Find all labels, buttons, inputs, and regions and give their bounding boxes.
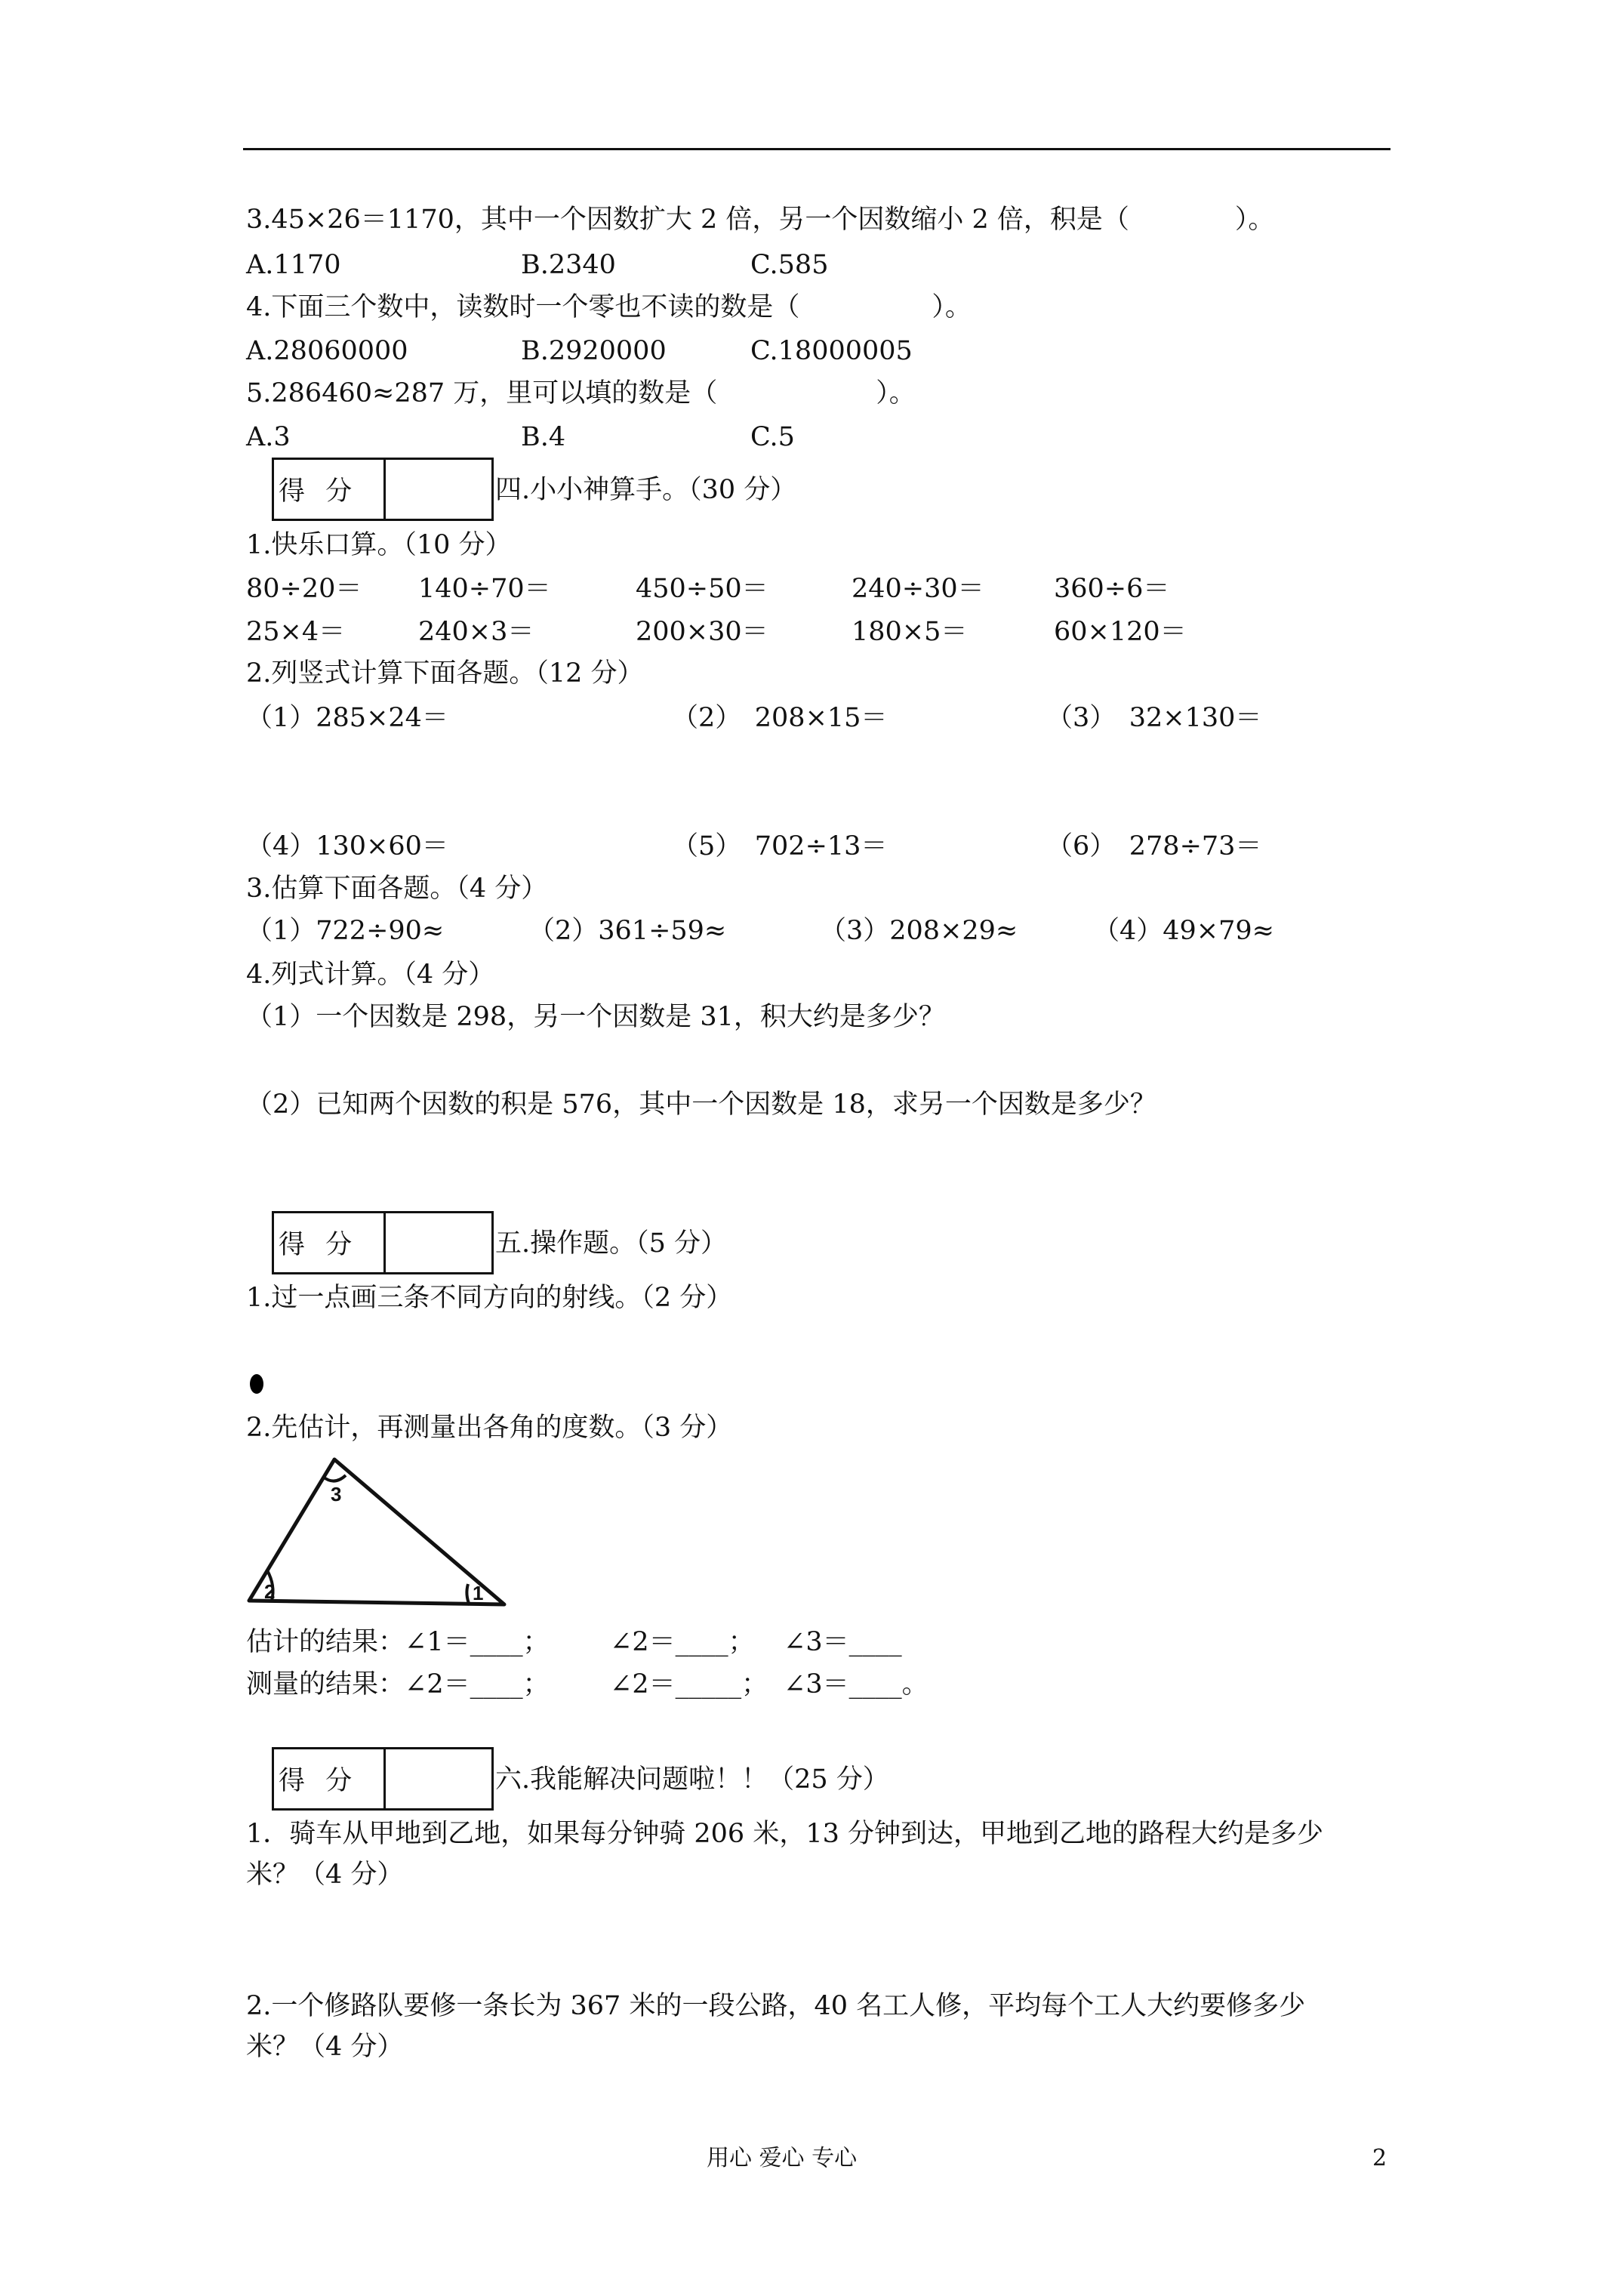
measure-angle-2: ∠2＝_____； bbox=[610, 1669, 768, 1700]
application-q2-line1: 2.一个修路队要修一条长为 367 米的一段公路，40 名工人修，平均每个工人大约要修多少 bbox=[246, 1991, 1306, 2021]
score-blank[interactable] bbox=[386, 460, 491, 519]
q5-option-a: A.3 bbox=[246, 422, 291, 452]
section-4-title: 四.小小神算手。（30 分） bbox=[495, 475, 797, 505]
operation-q2: 2.先估计，再测量出各角的度数。（3 分） bbox=[246, 1413, 733, 1443]
point-dot bbox=[250, 1374, 263, 1394]
q5-option-b: B.4 bbox=[521, 422, 566, 452]
section-6-title: 六.我能解决问题啦！！（25 分） bbox=[495, 1764, 889, 1795]
score-box-4 bbox=[272, 458, 494, 521]
operation-q1: 1.过一点画三条不同方向的射线。（2 分） bbox=[246, 1283, 733, 1313]
score-label: 得 分 bbox=[274, 1213, 386, 1272]
oral-calc-item: 180×5＝ bbox=[852, 617, 968, 647]
q3-option-a: A.1170 bbox=[246, 250, 341, 280]
vertical-calc-item: （6） 278÷73＝ bbox=[1046, 831, 1262, 861]
oral-calc-item: 450÷50＝ bbox=[636, 574, 768, 604]
score-box-6 bbox=[272, 1747, 494, 1811]
measure-angle-3: ∠3＝____。 bbox=[784, 1669, 929, 1700]
estimate-item: （1）722÷90≈ bbox=[246, 916, 445, 946]
application-q1-line1: 1．骑车从甲地到乙地，如果每分钟骑 206 米，13 分钟到达，甲地到乙地的路程大约是多少 bbox=[246, 1819, 1323, 1849]
estimate-angle-3: ∠3＝____ bbox=[784, 1627, 902, 1657]
part-4-title: 4.列式计算。（4 分） bbox=[246, 960, 495, 990]
word-problem-2: （2）已知两个因数的积是 576，其中一个因数是 18，求另一个因数是多少？ bbox=[246, 1089, 1156, 1120]
q4-option-b: B.2920000 bbox=[521, 336, 667, 366]
score-box-5 bbox=[272, 1211, 494, 1274]
q3-option-b: B.2340 bbox=[521, 250, 616, 280]
vertical-calc-item: （3） 32×130＝ bbox=[1046, 703, 1262, 733]
vertical-calc-item: （1）285×24＝ bbox=[246, 703, 448, 733]
q5-option-c: C.5 bbox=[750, 422, 795, 452]
oral-calc-item: 240×3＝ bbox=[418, 617, 534, 647]
question-3: 3.45×26＝1170，其中一个因数扩大 2 倍，另一个因数缩小 2 倍，积是（ ）。 bbox=[246, 205, 1275, 235]
score-label: 得 分 bbox=[274, 1749, 386, 1808]
oral-calc-item: 25×4＝ bbox=[246, 617, 346, 647]
estimate-angle-1: 估计的结果：∠1＝____； bbox=[246, 1627, 550, 1657]
triangle-outline bbox=[249, 1459, 504, 1604]
application-q1-line2: 米？（4 分） bbox=[246, 1860, 404, 1890]
question-4: 4.下面三个数中，读数时一个零也不读的数是（ ）。 bbox=[246, 292, 972, 322]
application-q2-line2: 米？（4 分） bbox=[246, 2032, 404, 2062]
vertical-calc-item: （5） 702÷13＝ bbox=[672, 831, 888, 861]
angle-3-label: 3 bbox=[331, 1483, 342, 1505]
measure-angle-1: 测量的结果：∠2＝____； bbox=[246, 1669, 550, 1700]
angle-2-label: 2 bbox=[264, 1580, 276, 1603]
estimate-angle-2: ∠2＝____； bbox=[610, 1627, 755, 1657]
q4-option-c: C.18000005 bbox=[750, 336, 913, 366]
oral-calc-item: 80÷20＝ bbox=[246, 574, 362, 604]
part-3-title: 3.估算下面各题。（4 分） bbox=[246, 874, 548, 904]
q4-option-a: A.28060000 bbox=[246, 336, 408, 366]
part-2-title: 2.列竖式计算下面各题。（12 分） bbox=[246, 658, 644, 689]
oral-calc-item: 240÷30＝ bbox=[852, 574, 984, 604]
vertical-calc-item: （2） 208×15＝ bbox=[672, 703, 888, 733]
oral-calc-item: 140÷70＝ bbox=[418, 574, 551, 604]
header-rule bbox=[243, 148, 1390, 150]
page-number: 2 bbox=[1372, 2145, 1387, 2171]
score-blank[interactable] bbox=[386, 1749, 491, 1808]
q3-option-c: C.585 bbox=[750, 250, 829, 280]
question-5: 5.286460≈287 万，里可以填的数是（ ）。 bbox=[246, 378, 916, 408]
angle-1-label: 1 bbox=[473, 1582, 484, 1604]
score-blank[interactable] bbox=[386, 1213, 491, 1272]
estimate-item: （3）208×29≈ bbox=[820, 916, 1018, 946]
score-label: 得 分 bbox=[274, 460, 386, 519]
vertical-calc-item: （4）130×60＝ bbox=[246, 831, 448, 861]
part-1-title: 1.快乐口算。（10 分） bbox=[246, 530, 512, 560]
triangle-figure bbox=[242, 1450, 513, 1616]
oral-calc-item: 360÷6＝ bbox=[1054, 574, 1170, 604]
word-problem-1: （1）一个因数是 298，另一个因数是 31，积大约是多少？ bbox=[246, 1002, 945, 1032]
section-5-title: 五.操作题。（5 分） bbox=[495, 1228, 728, 1259]
oral-calc-item: 200×30＝ bbox=[636, 617, 768, 647]
oral-calc-item: 60×120＝ bbox=[1054, 617, 1187, 647]
estimate-item: （4）49×79≈ bbox=[1093, 916, 1274, 946]
footer-motto: 用心 爱心 专心 bbox=[707, 2145, 858, 2171]
estimate-item: （2）361÷59≈ bbox=[528, 916, 727, 946]
angle-1-arc bbox=[467, 1584, 470, 1605]
